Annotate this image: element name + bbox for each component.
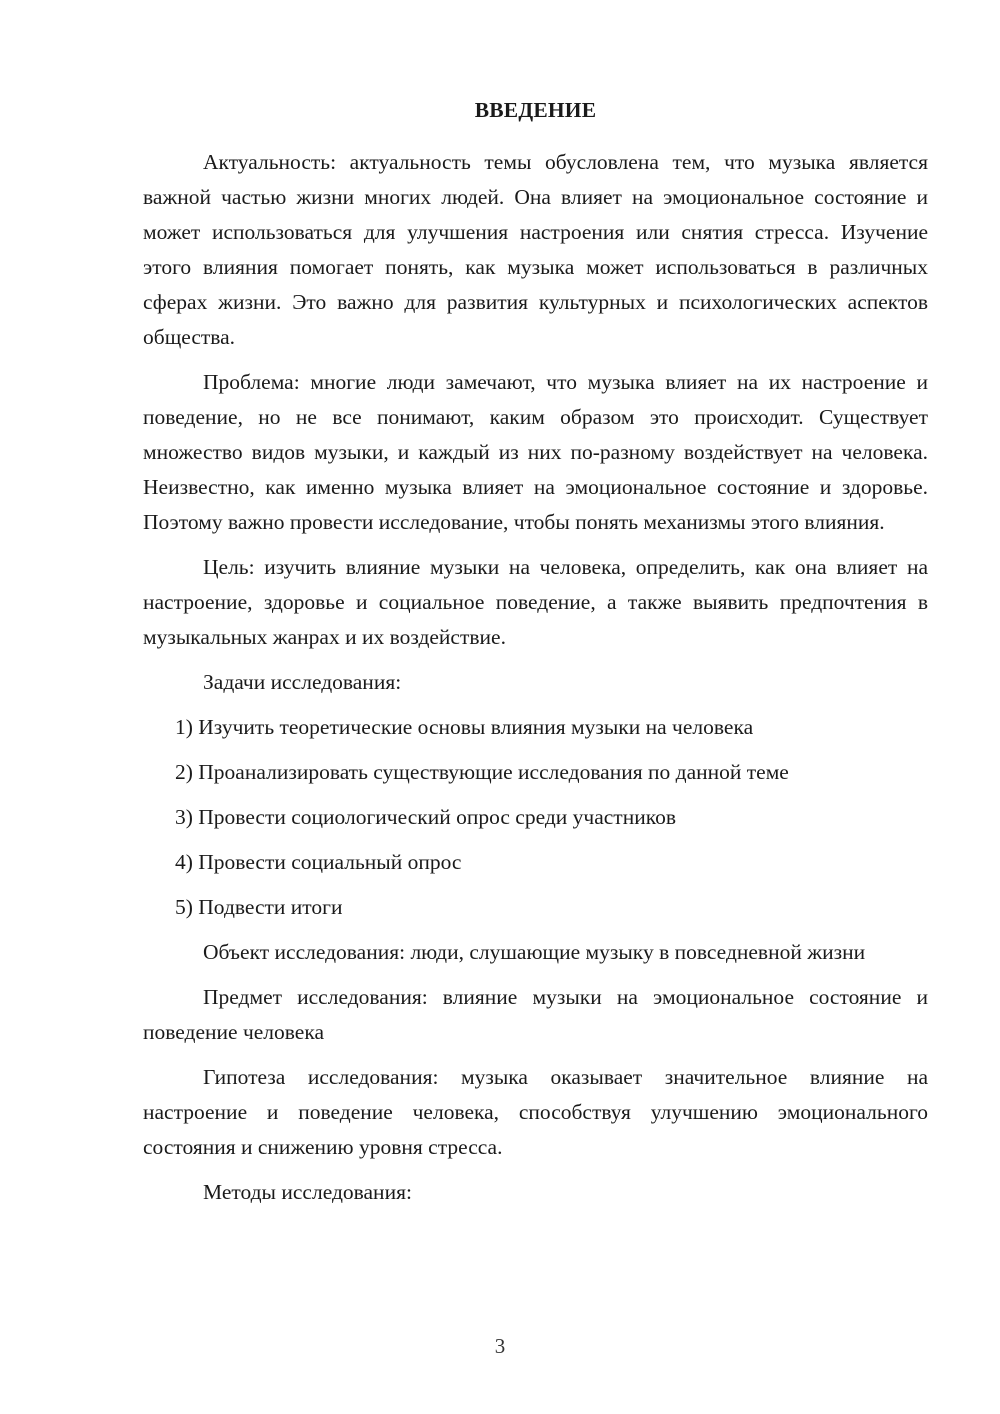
- tasks-heading: Задачи исследования:: [203, 670, 402, 694]
- goal-paragraph: Цель: изучить влияние музыки на человека, определить, как она влияет на настроение, здоровье и социальное поведение, а также выявить предпочтения в музыкальных жанрах и их воздействие.: [143, 555, 928, 649]
- list-item: 2) Проанализировать существующие исследования по данной теме: [175, 760, 789, 784]
- list-item: 3) Провести социологический опрос среди участников: [175, 805, 676, 829]
- relevance-paragraph: Актуальность: актуальность темы обусловлена тем, что музыка является важной частью жизни многих людей. Она влияет на эмоциональное состояние и может использоваться для улучшения настроения или снятия стресса. Изучение этого влияния помогает понять, как музыка может использоваться в различных сферах жизни. Это важно для развития культурных и психологических аспектов общества.: [143, 150, 928, 349]
- page-number: 3: [494, 1334, 506, 1358]
- problem-paragraph: Проблема: многие люди замечают, что музыка влияет на их настроение и поведение, но не все понимают, каким образом это происходит. Существует множество видов музыки, и каждый из них по-разному воздействует на человека. Неизвестно, как именно музыка влияет на эмоциональное состояние и здоровье. Поэтому важно провести исследование, чтобы понять механизмы этого влияния.: [143, 370, 928, 534]
- tasks-list: [143, 710, 928, 925]
- list-item: 1) Изучить теоретические основы влияния музыки на человека: [175, 715, 754, 739]
- hypothesis-paragraph: Гипотеза исследования: музыка оказывает значительное влияние на настроение и поведение человека, способствуя улучшению эмоционального состояния и снижению уровня стресса.: [143, 1065, 928, 1159]
- subject-paragraph: Предмет исследования: влияние музыки на эмоциональное состояние и поведение человека: [143, 985, 928, 1044]
- section-title: ВВЕДЕНИЕ: [474, 98, 597, 122]
- object-paragraph: Объект исследования: люди, слушающие музыку в повседневной жизни: [203, 940, 866, 964]
- methods-heading: Методы исследования:: [203, 1180, 412, 1204]
- list-item: 4) Провести социальный опрос: [175, 850, 462, 874]
- list-item: 5) Подвести итоги: [175, 895, 343, 919]
- document-page: [143, 95, 928, 1220]
